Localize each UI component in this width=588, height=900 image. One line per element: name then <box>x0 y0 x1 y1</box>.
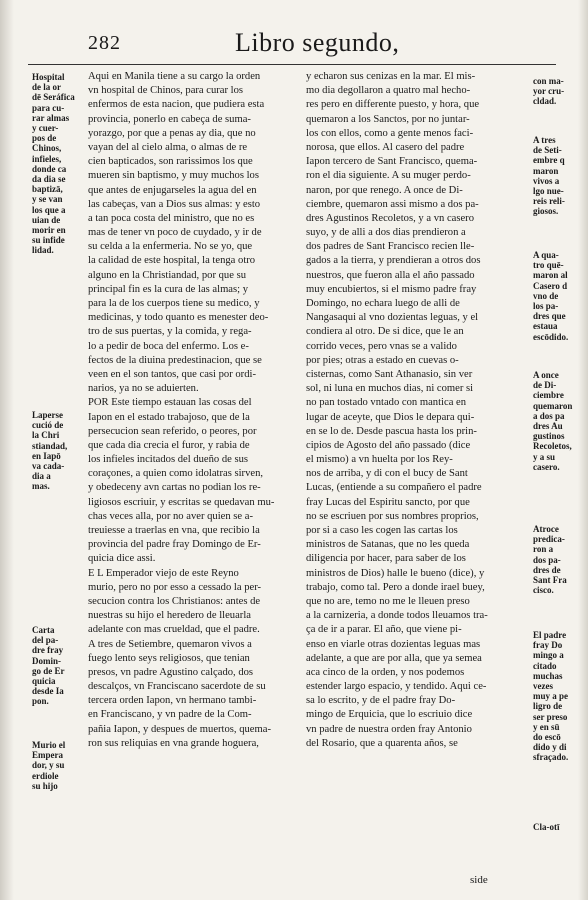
text-line: veen en el son tantos, que casi por ordi- <box>88 368 256 380</box>
text-line: estender largo espacio, y tendido. Aqui ce- <box>306 681 487 693</box>
text-line: en se lo de. Desde pascua hasta los prin- <box>306 425 477 437</box>
text-line: en Franciscano, y vn padre de la Com- <box>88 709 252 721</box>
text-line: a tan poca costa del ministro, que no es <box>88 212 255 224</box>
text-line: por pies; otras a estado en cuevas o- <box>306 354 459 366</box>
text-line: aca cinco de la orden, y nos podemos <box>306 666 465 678</box>
text-line: suyo, y de alli a dos dias prendieron a <box>306 227 466 239</box>
text-line: corrido veces, pero vnas se a valido <box>306 340 457 352</box>
text-line: mas de tener vn poco de cuydado, y ir de <box>88 227 262 239</box>
text-line: lo a pedir de boca del enfermo. Los e- <box>88 340 249 352</box>
text-line: presos, vn padre Agustino calçado, dos <box>88 666 254 678</box>
text-line: pañia Iapon, y despues de muertos, quema- <box>88 723 271 735</box>
text-line: quicia dice assi. <box>88 553 156 565</box>
text-line: por si a caso les cogen las cartas los <box>306 525 458 536</box>
text-line: los con ellos, como a gente menos faci- <box>306 127 474 139</box>
text-line: persecucion sean referido, o peores, por <box>88 425 257 437</box>
running-title: Libro segundo, <box>235 28 400 57</box>
text-line: medicinas, y todo quanto es menester deo- <box>88 312 269 324</box>
text-line: Nangasaqui al vno dozientas leguas, y el <box>306 312 479 324</box>
text-line: naron, por que renego. A once de Di- <box>306 184 463 196</box>
margin-note-right-3: A qua- tro quē- maron al Casero d vno de los pa- dres que estaua escōdido. <box>533 250 569 342</box>
text-line: ron sus reliquias en vna grande hoguera, <box>88 737 259 749</box>
text-line: no se escriuen por sus nombres proprios, <box>306 510 479 522</box>
catchword: side <box>470 874 488 886</box>
text-line: ron el dia siguiente. A su muger perdo- <box>306 170 471 182</box>
margin-note-right-7: Cla-otī <box>533 822 560 832</box>
margin-note-left-1: Hospital de la or dē Seráfica para cu- rar almas y cuer- pos de Chinos, infieles, donde ca da dia se baptizā, y se van los que a uian de morir en su infide lidad. <box>32 72 75 256</box>
margin-note-right-1: con ma- yor cru- cldad. <box>533 76 565 107</box>
text-line: fectos de la diuina predestinacion, que se <box>88 354 262 366</box>
text-line: provincia, ponerlo en cabeça de suma- <box>88 113 251 125</box>
text-line: condiera al otro. De si dice, que le an <box>306 326 464 338</box>
text-line: alguno en la Christiandad, por que su <box>88 269 246 281</box>
text-line: Lucas, (entiende a su compañero el padre <box>306 482 482 494</box>
text-line: adelante con mas crueldad, que el padre. <box>88 624 260 636</box>
text-line: tro de sus puertas, y la comida, y rega- <box>88 326 252 338</box>
text-line: vn padre de nuestra orden fray Antonio <box>306 723 472 735</box>
text-line: adelante, a que are por alla, que ya semea <box>306 652 482 664</box>
text-line: que no are, temo no me le lleuen preso <box>306 595 470 607</box>
text-line: nos de arriba, y di con el bucy de Sant <box>306 468 468 480</box>
text-line: provincia del padre fray Domingo de Er- <box>88 539 261 551</box>
text-line: las cabeças, van a Dios sus almas: y esto <box>88 198 261 210</box>
page-number: 282 <box>88 32 121 54</box>
text-line: mueren sin baptismo, y muy muchos los <box>88 170 259 182</box>
text-line: Iapon tercero de Sant Francisco, quema- <box>306 156 478 168</box>
margin-note-left-4: Murio el Empera dor, y su erdiole su hijo <box>32 740 66 791</box>
text-line: muy encubiertos, si el mismo padre fray <box>306 283 477 295</box>
text-line: ligiosos escriuir, y escritas se quedavan mu- <box>88 496 275 508</box>
text-line: tercera orden Iapon, vn hermano tambi- <box>88 695 257 707</box>
text-line: sa lo escrito, y de el padre fray Do- <box>306 695 456 707</box>
text-line: que cada dia crecia el furor, y rabia de <box>88 439 250 451</box>
text-line: ministros de Dios) halle le bueno (dice), y <box>306 567 485 579</box>
text-line: lugar de aceyte, que Dios le depara qui- <box>306 411 475 423</box>
text-line: quemaron a los Sanctos, por no juntar- <box>306 113 470 125</box>
text-line: nuestras su hijo el heredero de lleuarla <box>88 610 251 622</box>
text-line: del Rosario, que a quarenta años, se <box>306 737 458 749</box>
margin-note-left-3: Carta del pa- dre fray Domin- go de Er quicia desde Ia pon. <box>32 625 65 707</box>
text-line: Aqui en Manila tiene a su cargo la orden <box>88 71 261 82</box>
header-rule <box>28 64 556 65</box>
text-line: los infieles incitados del dueño de sus <box>88 454 249 466</box>
text-line: dos padres de Sant Francisco recien lle- <box>306 241 475 253</box>
text-line: chas veces alla, por no aver quien se a- <box>88 510 254 522</box>
text-column-right <box>306 70 528 751</box>
text-line: enfermos de esta nacion, que pudiera esta <box>88 99 265 111</box>
text-line: el mismo) a vn huelta por los Rey- <box>306 454 453 466</box>
text-line: secucion contra los Christianos: antes de <box>88 595 261 607</box>
text-line: ciembre, quemaron assi mismo a dos pa- <box>306 198 479 210</box>
margin-note-right-2: A tres de Seti- embre q maron vivos a lgo nue- reis reli- giosos. <box>533 135 565 217</box>
text-line: res pero en differente puesto, y hora, que <box>306 99 480 111</box>
text-line: narios, ya no se aduierten. <box>88 383 199 395</box>
text-line: murio, pero no por esso a cessado la per- <box>88 581 262 593</box>
margin-note-left-2: Laperse cució de la Chri stiandad, en Iapō va cada- dia a mas. <box>32 410 68 492</box>
text-line: mingo de Erquicia, que lo escriuio dice <box>306 709 473 721</box>
text-line: cisternas, como Sant Athanasio, sin ver <box>306 368 473 380</box>
text-line: gados a la tierra, y prendieran a otros dos <box>306 255 481 267</box>
text-line: Iapon en el estado trabajoso, que de la <box>88 411 250 423</box>
text-line: y obedeceny avn cartas no podian los re- <box>88 482 261 494</box>
text-line: fray Lucas del Espiritu sancto, por que <box>306 496 470 508</box>
text-line: vn hospital de Chinos, para curar los <box>88 85 244 97</box>
text-line: A tres de Setiembre, quemaron vivos a <box>88 638 252 650</box>
text-line: yorazgo, por que a penas ay dia, que no <box>88 127 256 139</box>
text-line: vayan del al cielo alma, o almas de re <box>88 141 248 153</box>
text-line: cien bapticados, son rarissimos los que <box>88 156 253 168</box>
text-line: ministros de Satanas, que no les queda <box>306 539 470 551</box>
margin-note-right-6: El padre fray Do mingo a citado muchas vezes muy a pe ligro de ser preso y en sū do escō dido y di sfraçado. <box>533 630 569 763</box>
text-line: la calidad de este hospital, la tenga otro <box>88 255 256 267</box>
margin-note-right-5: Atroce predica- ron a dos pa- dres de Sant Fra cisco. <box>533 524 567 596</box>
gutter-shadow <box>0 0 14 900</box>
text-line: mo dia degollaron a quatro mal hecho- <box>306 85 471 97</box>
text-line: no pan tostado vntado con mantica en <box>306 397 467 409</box>
text-line: principal fin es la cura de las almas; y <box>88 283 249 295</box>
text-line: trabajo, como tal. Pero a donde irael buey, <box>306 581 485 593</box>
text-line: E L Emperador viejo de este Reyno <box>88 567 239 579</box>
text-line: su celda a la enfermeria. No se yo, que <box>88 241 253 253</box>
text-line: POR Este tiempo estauan las cosas del <box>88 397 252 409</box>
text-line: fuego lento seys religiosos, que tenian <box>88 652 250 664</box>
text-line: para la de los cuerpos tiene su medico, y <box>88 298 260 309</box>
text-line: norosa, que ellos. Al casero del padre <box>306 141 465 153</box>
text-line: nuestros, que fueron alla el año passado <box>306 269 475 281</box>
text-line: Domingo, no echara luego de alli de <box>306 298 460 309</box>
text-line: a la carnizeria, a donde todos lleuamos tra- <box>306 610 488 622</box>
text-line: coraçones, a quien como idolatras sirven, <box>88 468 264 480</box>
margin-note-right-4: A once de Di- ciembre quemaron a dos pa dres Au gustinos Recoletos, y a su casero. <box>533 370 573 472</box>
page-header <box>80 28 550 64</box>
text-line: treuiesse a traerlas en vna, que recibio la <box>88 525 260 536</box>
text-line: sol, ni luna en muchos dias, ni comer si <box>306 383 474 395</box>
text-column-left <box>88 70 296 751</box>
text-line: descalços, vn Franciscano sacerdote de su <box>88 681 266 693</box>
text-line: dres Agustinos Recoletos, y a vn casero <box>306 212 474 224</box>
text-line: cipios de Agosto del año passado (dice <box>306 439 471 451</box>
text-line: que antes de enjugarseles la agua del en <box>88 184 257 196</box>
text-line: enso en viarle otras dozientas leguas mas <box>306 638 481 650</box>
text-line: y echaron sus cenizas en la mar. El mis- <box>306 71 476 82</box>
text-line: diligencia por hacer, para saber de los <box>306 553 466 565</box>
text-line: ça de ir a parar. El año, que viene pi- <box>306 624 462 636</box>
